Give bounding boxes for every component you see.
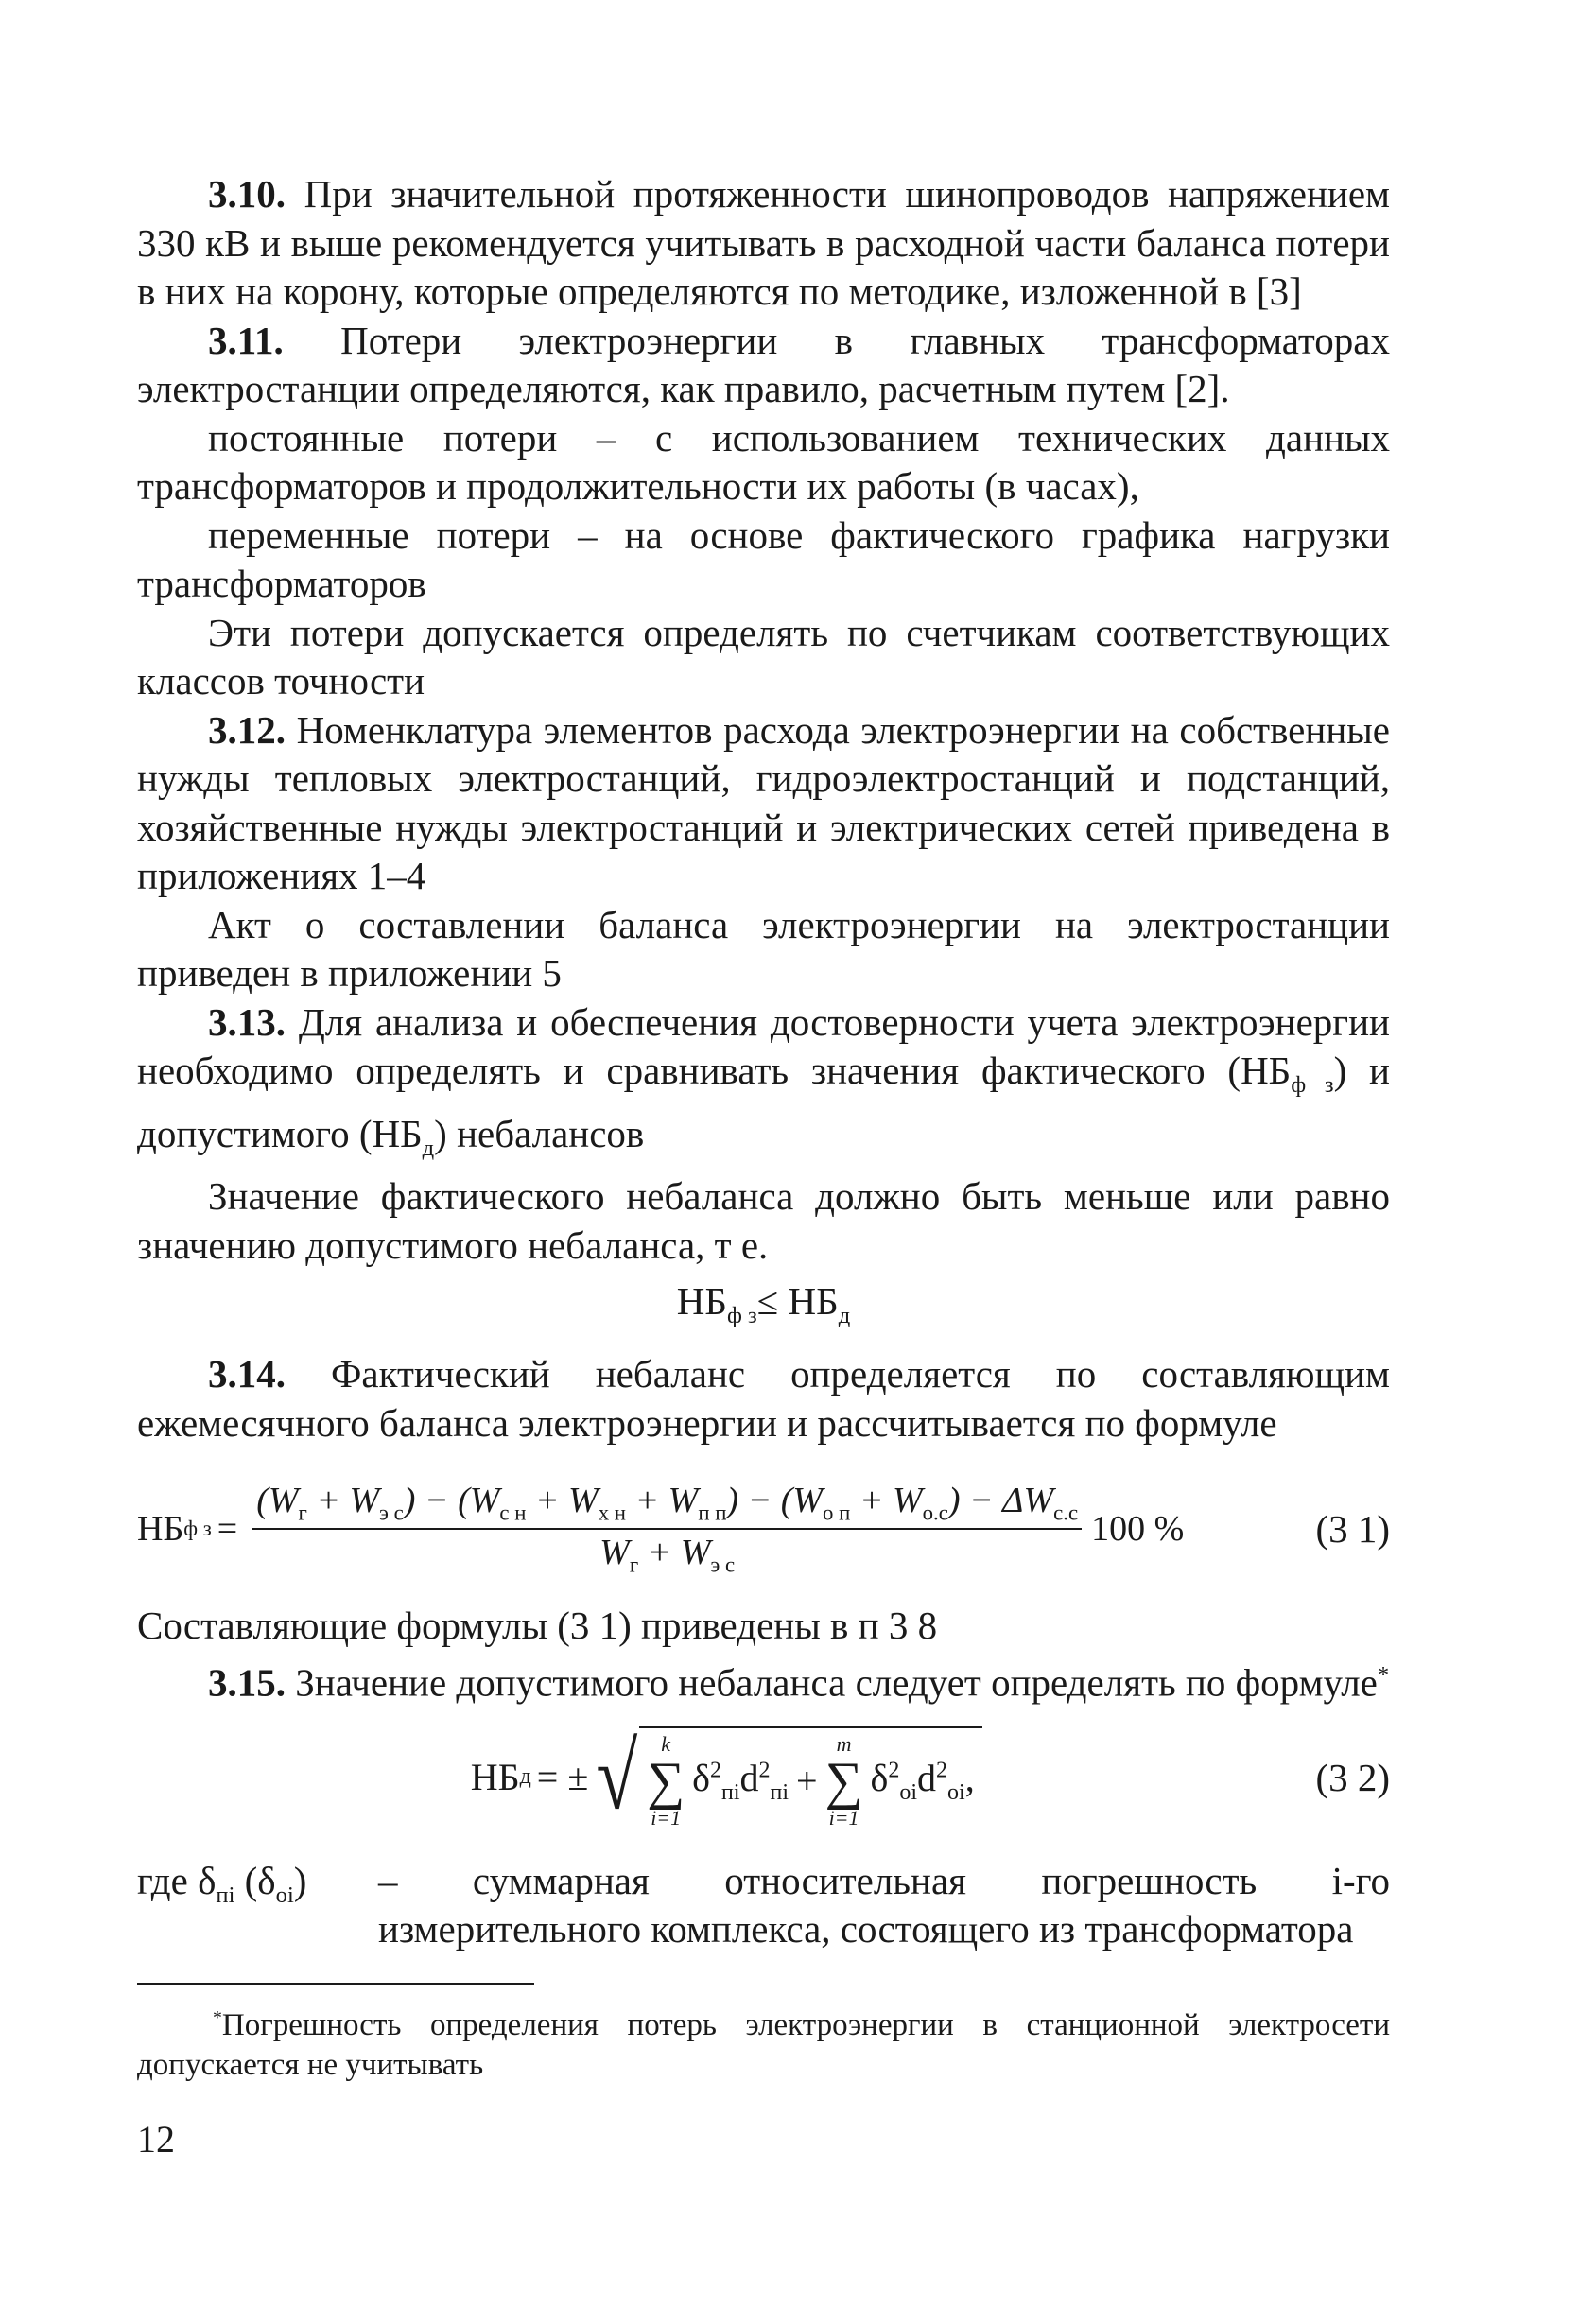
superscript: 2: [710, 1759, 721, 1784]
formula-3-2: [137, 1726, 1390, 1829]
footnote-divider: [137, 1983, 534, 1985]
clause-number: 3.12.: [208, 707, 286, 752]
superscript: 2: [758, 1759, 771, 1784]
page-number: 12: [137, 2117, 175, 2160]
subscript: п п: [698, 1500, 727, 1525]
clause-number: 3.11.: [208, 318, 284, 362]
paragraph-text: ) небалансов: [434, 1111, 645, 1155]
paragraph-text: Значение допустимого небаланса следует определять по формуле: [295, 1660, 1378, 1705]
sum-lower-limit: i=1: [828, 1805, 859, 1830]
formula-term: (W: [256, 1481, 299, 1521]
superscript: 2: [888, 1759, 900, 1784]
subscript: ф з: [183, 1516, 212, 1540]
formula-term: ) − (W: [726, 1481, 824, 1521]
formula-operator: +: [796, 1760, 818, 1803]
summation: [647, 1731, 685, 1830]
formula-term: + W: [626, 1481, 699, 1521]
clause-number: 3.10.: [208, 172, 286, 216]
fraction: [252, 1480, 1082, 1577]
summation: [824, 1731, 863, 1830]
paragraph-3-11-meters: Эти потери допускается определять по счетчикам соответствующих классов точности: [137, 610, 1390, 702]
fraction-denominator: [599, 1530, 735, 1578]
formula-symbol: НБ: [676, 1279, 727, 1324]
subscript: д: [838, 1303, 851, 1329]
subscript: ф з: [1291, 1072, 1334, 1099]
formula-term: d: [917, 1757, 937, 1800]
sigma-symbol: ∑: [824, 1751, 863, 1811]
subscript: с.с: [1053, 1500, 1079, 1525]
legend-text: (δ: [234, 1858, 276, 1902]
paragraph-3-11-variable-losses: переменные потери – на основе фактического графика нагрузки трансформаторов: [137, 512, 1390, 605]
formula-3-1-body: [137, 1480, 1184, 1577]
legend-symbol: [137, 1857, 378, 1954]
sum-term: [692, 1756, 789, 1806]
subscript: оi: [947, 1780, 965, 1806]
formula-term: δ: [870, 1757, 889, 1800]
formula-term: d: [739, 1757, 759, 1800]
formula-3-1: [137, 1480, 1390, 1577]
subscript: х н: [598, 1500, 627, 1525]
equation-number: (3 2): [1315, 1755, 1390, 1799]
formula-term: + W: [526, 1481, 599, 1521]
paragraph-components: Составляющие формулы (3 1) приведены в п 3 8: [137, 1604, 938, 1648]
paragraph-text: Фактический небаланс определяется по составляющим ежемесячного баланса электроэнергии и рассчитывается по формуле: [137, 1352, 1390, 1445]
subscript: о.с: [922, 1500, 948, 1525]
equation-number: (3 1): [1315, 1506, 1390, 1551]
subscript: г: [298, 1500, 307, 1525]
sum-term: [871, 1756, 975, 1806]
footnote-marker: *: [1377, 1661, 1390, 1688]
paragraph-text: Для анализа и обеспечения достоверности учета электроэнергии необходимо определять и сравнивать значения фактического (НБ: [137, 999, 1390, 1092]
subscript: пi: [721, 1780, 740, 1806]
paragraph-3-13: [137, 998, 1390, 1173]
paragraph-text: Акт о составлении баланса электроэнергии на электростанции приведен в приложении 5: [137, 902, 1390, 995]
sigma-symbol: ∑: [647, 1751, 685, 1811]
paragraph-3-11-constant-losses: постоянные потери – с использованием технических данных трансформаторов и продолжительности их работы (в часах),: [137, 415, 1390, 508]
legend-text: где δ: [137, 1858, 217, 1902]
paragraph-text: ) и допустимого (НБ: [137, 1049, 1390, 1155]
formula-term: + W: [638, 1532, 711, 1572]
formula-operator: = ±: [536, 1756, 589, 1799]
footnote-marker: *: [213, 2006, 222, 2028]
paragraph-text: При значительной протяженности шинопроводов напряжением 330 кВ и выше рекомендуется учитывать в расходной части баланса потери в них на корону, которые определяются по методике, изложенной в [3]: [137, 172, 1390, 313]
formula-symbol: НБ: [137, 1508, 184, 1549]
formula-operator: =: [217, 1508, 238, 1549]
subscript: г: [629, 1552, 639, 1577]
formula-symbol: НБ: [470, 1756, 520, 1799]
formula-term: + W: [850, 1481, 923, 1521]
subscript: э с: [710, 1552, 736, 1577]
subscript: ф з: [726, 1303, 757, 1329]
sum-upper-limit: m: [836, 1731, 852, 1756]
subscript: оi: [275, 1882, 294, 1909]
subscript: оi: [899, 1780, 918, 1806]
sum-upper-limit: k: [661, 1731, 671, 1756]
formula-multiplier: 100 %: [1091, 1508, 1185, 1549]
subscript: о п: [823, 1500, 851, 1525]
paragraph-3-12: [137, 706, 1390, 901]
subscript: э с: [379, 1500, 404, 1525]
paragraph-3-10: [137, 170, 1390, 317]
clause-number: 3.13.: [208, 999, 286, 1044]
formula-punctuation: ,: [964, 1757, 975, 1800]
subscript: пi: [770, 1780, 790, 1806]
legend-text: ): [293, 1858, 307, 1902]
formula-term: W: [599, 1532, 630, 1572]
paragraph-text: Потери электроэнергии в главных трансформаторах электростанции определяются, как правило, расчетным путем [2].: [137, 318, 1390, 410]
fraction-numerator: [252, 1480, 1082, 1530]
formula-3-2-body: [137, 1726, 1315, 1829]
radicand: [639, 1726, 982, 1829]
paragraph-3-12-act: [137, 901, 1390, 998]
subscript: д: [422, 1135, 435, 1161]
paragraph-3-11: [137, 317, 1390, 414]
footnote: [137, 1998, 1390, 2085]
paragraph-3-14: [137, 1350, 1390, 1448]
paragraph-3-15: [137, 1651, 1390, 1708]
formula-term: + W: [306, 1481, 380, 1521]
paragraph-3-13-condition: Значение фактического небаланса должно быть меньше или равно значению допустимого небаланса, т е.: [137, 1174, 1390, 1267]
sum-lower-limit: i=1: [651, 1805, 682, 1830]
formula-operator: ≤: [756, 1279, 779, 1324]
legend-description: – суммарная относительная погрешность i-го измерительного комплекса, состоящего из трансформатора: [378, 1858, 1390, 1951]
formula-symbol: НБ: [788, 1279, 839, 1324]
radical-sign: √: [596, 1725, 638, 1830]
clause-number: 3.14.: [208, 1352, 286, 1396]
footnote-text: Погрешность определения потерь электроэнергии в станционной электросети допускается не учитывать: [137, 2007, 1390, 2082]
subscript: пi: [216, 1882, 235, 1909]
formula-term: ) − (W: [403, 1481, 500, 1521]
square-root: [594, 1726, 981, 1829]
superscript: 2: [936, 1759, 948, 1784]
inequality-formula: [137, 1277, 1390, 1341]
clause-number: 3.15.: [208, 1660, 286, 1705]
formula-term: δ: [692, 1757, 710, 1800]
paragraph-text: Номенклатура элементов расхода электроэнергии на собственные нужды тепловых электростанций, гидроэлектростанций и подстанций, хозяйственные нужды электростанций и электрических сетей приведена в приложениях 1–4: [137, 707, 1391, 897]
subscript: д: [519, 1764, 531, 1790]
subscript: с н: [499, 1500, 527, 1525]
formula-legend: [137, 1857, 1390, 1954]
formula-term: ) − ΔW: [947, 1481, 1054, 1521]
